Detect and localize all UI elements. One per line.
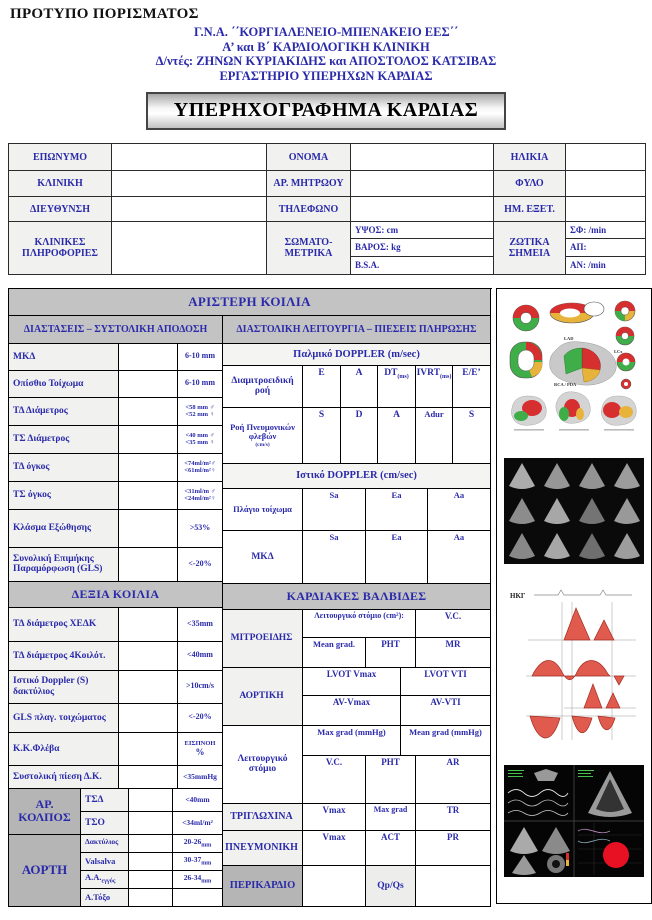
rv-4ch-input[interactable] <box>119 642 178 671</box>
la-tsd-label: ΤΣΔ <box>81 789 129 812</box>
tricuspid-maxgrad-cell[interactable]: Max grad <box>366 804 416 831</box>
lateral-sa-cell[interactable]: Sa <box>303 489 366 531</box>
edv-norm: <74ml/m²♂ <61ml/m²♀ <box>178 454 223 482</box>
rv-4ch-label: ΤΔ διάμετρος 4Κοιλότ. <box>9 642 119 671</box>
rv-4ch-norm: <40mm <box>178 642 223 671</box>
edd-label: ΤΔ Διάμετρος <box>9 398 119 426</box>
document-template-title: ΠΡΟΤΥΠΟ ΠΟΡΙΣΜΑΤΟΣ <box>10 6 199 22</box>
svg-text:ΗΚΓ: ΗΚΓ <box>510 591 526 600</box>
reference-images-panel <box>496 288 652 904</box>
orifice-maxgrad-cell[interactable]: Max grad (mmHg) <box>303 726 401 756</box>
mitral-mr-cell[interactable]: MR <box>416 638 491 668</box>
mitral-vc-cell[interactable]: V.C. <box>416 610 491 638</box>
aortic-valve-label: ΑΟΡΤΙΚΗ <box>223 668 303 726</box>
qp-qs-cell[interactable]: Qp/Qs <box>366 866 416 907</box>
av-vmax-cell[interactable]: AV-Vmax <box>303 696 401 726</box>
aorta-section-label: ΑΟΡΤΗ <box>9 835 81 907</box>
tricuspid-tr-cell[interactable]: TR <box>416 804 491 831</box>
rv-section-header: ΔΕΞΙΑ ΚΟΙΛΙΑ <box>9 582 223 608</box>
pv-s-cell[interactable]: S <box>303 408 341 464</box>
hospital-header <box>0 25 652 83</box>
aorta-annulus-label: Δακτύλιος <box>81 835 129 853</box>
pericardium-label: ΠΕΡΙΚΑΡΔΙΟ <box>223 866 303 907</box>
la-tso-input[interactable] <box>129 812 173 835</box>
pv-a-cell[interactable]: A <box>378 408 416 464</box>
report-title: ΥΠΕΡΗΧΟΓΡΑΦΗΜΑ ΚΑΡΔΙΑΣ <box>146 92 506 130</box>
septal-aa-cell[interactable]: Aa <box>428 531 491 584</box>
aorta-arch-norm <box>173 889 223 907</box>
rvsp-norm: <35mmHg <box>178 766 223 789</box>
tricuspid-label: ΤΡΙΓΛΩΧΙΝΑ <box>223 804 303 831</box>
rv-gls-label: GLS πλαγ. τοιχώματος <box>9 704 119 733</box>
ivc-norm: ΕΙΣΠΝΟΗ % <box>178 733 223 766</box>
mitral-inflow-label: Διαμιτροειδική ροή <box>223 366 303 408</box>
orifice-meangrad-cell[interactable]: Mean grad (mmHg) <box>401 726 491 756</box>
surname-label: ΕΠΩΝΥΜΟ <box>9 144 112 171</box>
ef-label: Κλάσμα Εξώθησης <box>9 510 119 548</box>
gls-norm: <-20% <box>178 548 223 582</box>
coronary-territories-image <box>504 296 644 434</box>
aorta-valsalva-input[interactable] <box>129 853 173 871</box>
pv-adur-cell[interactable]: Adur <box>416 408 453 464</box>
mkd-label: ΜΚΔ <box>9 344 119 371</box>
weight-field[interactable]: ΒΑΡΟΣ: kg <box>351 239 493 256</box>
aorta-proximal-label: $A.A._{\varepsilon\gamma\gamma ύ\varsigma}$ <box>81 871 129 889</box>
phone-label: ΤΗΛΕΦΩΝΟ <box>267 197 351 222</box>
rvsp-label: Συστολική πίεση Δ.Κ. <box>9 766 119 789</box>
resp-rate-field[interactable]: ΑΝ: /min <box>570 260 606 271</box>
valves-section-header: ΚΑΡΔΙΑΚΕΣ ΒΑΛΒΙΔΕΣ <box>223 584 491 610</box>
address-label: ΔΙΕΥΘΥΝΣΗ <box>9 197 112 222</box>
pv-d-cell[interactable]: D <box>341 408 378 464</box>
patient-info-table <box>8 143 646 275</box>
tricuspid-vmax-cell[interactable]: Vmax <box>303 804 366 831</box>
clinical-info-input[interactable] <box>112 222 267 275</box>
pv-s2-cell[interactable]: S <box>453 408 491 464</box>
esd-input[interactable] <box>119 426 178 454</box>
age-label: ΗΛΙΚΙΑ <box>494 144 566 171</box>
exam-date-label: ΗΜ. ΕΞΕΤ. <box>494 197 566 222</box>
ivc-input[interactable] <box>119 733 178 766</box>
aorta-valsalva-label: Valsalva <box>81 853 129 871</box>
rv-gls-input[interactable] <box>119 704 178 733</box>
pulmonic-vmax-cell[interactable]: Vmax <box>303 831 366 866</box>
aorta-arch-label: Α.Τόξο <box>81 889 129 907</box>
registry-label: ΑΡ. ΜΗΤΡΩΟΥ <box>267 171 351 197</box>
septal-label: ΜΚΔ <box>223 531 303 584</box>
tissue-doppler-header: Ιστικό DOPPLER (cm/sec) <box>223 464 491 489</box>
esv-norm: <31ml/m ♂ <24ml/m²♀ <box>178 482 223 510</box>
directors-line: Δ/ντές: ΖΗΝΩΝ ΚΥΡΙΑΚΙΔΗΣ και ΑΠΟΣΤΟΛΟΣ ΚΑΤΣΙΒΑΣ <box>155 54 497 68</box>
ivc-label: Κ.Κ.Φλέβα <box>9 733 119 766</box>
aorta-arch-input[interactable] <box>129 889 173 907</box>
address-input[interactable] <box>112 197 267 222</box>
pulmonic-act-cell[interactable]: ACT <box>366 831 416 866</box>
pulm-veins-label: Ροή Πνευμονικών φλεβών (cm/s) <box>223 408 303 464</box>
mitral-a-cell[interactable]: A <box>341 366 378 408</box>
esd-label: ΤΣ Διάμετρος <box>9 426 119 454</box>
edv-input[interactable] <box>119 454 178 482</box>
mitral-dt-cell[interactable]: $DT_{(ms)}$ <box>378 366 416 408</box>
la-tsd-input[interactable] <box>129 789 173 812</box>
mitral-pht-cell[interactable]: PHT <box>366 638 416 668</box>
lab-name: ΕΡΓΑΣΤΗΡΙΟ ΥΠΕΡΗΧΩΝ ΚΑΡΔΙΑΣ <box>219 68 433 83</box>
septal-sa-cell[interactable]: Sa <box>303 531 366 584</box>
registry-input[interactable] <box>351 171 494 197</box>
rv-rvot-norm: <35mm <box>178 608 223 642</box>
esv-input[interactable] <box>119 482 178 510</box>
posterior-wall-input[interactable] <box>119 371 178 398</box>
clinic-input[interactable] <box>112 171 267 197</box>
mitral-valve-label: ΜΙΤΡΟΕΙΔΗΣ <box>223 610 303 668</box>
lvot-vmax-cell[interactable]: LVOT Vmax <box>303 668 401 696</box>
ef-input[interactable] <box>119 510 178 548</box>
name-label: ΟΝΟΜΑ <box>267 144 351 171</box>
phone-input[interactable] <box>351 197 494 222</box>
orifice-ar-cell[interactable]: AR <box>416 756 491 804</box>
mitral-ivrt-cell[interactable]: $IVRT_{(ms)}$ <box>416 366 453 408</box>
mitral-orifice-cell[interactable]: Λειτουργικό στόμιο (cm²): <box>303 610 416 638</box>
somatometrics-cell <box>351 222 494 275</box>
aorta-valsalva-norm: $30-37_{mm}$ <box>173 853 223 871</box>
posterior-wall-label: Οπίσθιο Τοίχωμα <box>9 371 119 398</box>
lv-section-header: ΑΡΙΣΤΕΡΗ ΚΟΙΛΙΑ <box>9 289 491 316</box>
echo-quad-screen-image <box>504 765 644 877</box>
svg-text:LCx: LCx <box>614 348 623 354</box>
clinical-tables <box>8 288 492 907</box>
svg-text:LAD: LAD <box>564 335 574 341</box>
sex-label: ΦΥΛΟ <box>494 171 566 197</box>
bsa-field[interactable]: B.S.A. <box>355 260 380 271</box>
ef-norm: >53% <box>178 510 223 548</box>
mitral-ee-cell[interactable]: E/E’ <box>453 366 491 408</box>
rv-tdi-norm: >10cm/s <box>178 671 223 704</box>
mkd-norm: 6-10 mm <box>178 344 223 371</box>
vitals-label: ΖΩΤΙΚΑ ΣΗΜΕΙΑ <box>494 222 566 275</box>
rv-tdi-input[interactable] <box>119 671 178 704</box>
edv-label: ΤΔ όγκος <box>9 454 119 482</box>
vitals-cell <box>566 222 646 275</box>
rv-tdi-label: Ιστικό Doppler (S) δακτύλιος <box>9 671 119 704</box>
left-column <box>9 316 223 907</box>
pericardium-input-2[interactable] <box>416 866 491 907</box>
blood-pressure-field[interactable]: ΑΠ: <box>566 239 645 256</box>
lateral-wall-label: Πλάγιο τοίχωμα <box>223 489 303 531</box>
pulmonic-pr-cell[interactable]: PR <box>416 831 491 866</box>
sex-input[interactable] <box>566 171 646 197</box>
pulsed-doppler-header: Παλμικό DOPPLER (m/sec) <box>223 344 491 366</box>
esv-label: ΤΣ όγκος <box>9 482 119 510</box>
hospital-name: Γ.Ν.Α. ΄΄ΚΟΡΓΙΑΛΕΝΕΙΟ-ΜΠΕΝΑΚΕΙΟ ΕΕΣ΄΄ <box>194 25 458 39</box>
pulmonic-label: ΠΝΕΥΜΟΝΙΚΗ <box>223 831 303 866</box>
edd-input[interactable] <box>119 398 178 426</box>
rv-rvot-input[interactable] <box>119 608 178 642</box>
mitral-e-cell[interactable]: E <box>303 366 341 408</box>
diastolic-header: ΔΙΑΣΤΟΛΙΚΗ ΛΕΙΤΟΥΡΓΙΑ – ΠΙΕΣΕΙΣ ΠΛΗΡΩΣΗΣ <box>223 316 491 344</box>
somatometrics-label: ΣΩΜΑΤΟ-ΜΕΤΡΙΚΑ <box>267 222 351 275</box>
mkd-input[interactable] <box>119 344 178 371</box>
la-tso-label: ΤΣΟ <box>81 812 129 835</box>
name-input[interactable] <box>351 144 494 171</box>
rv-gls-norm: <-20% <box>178 704 223 733</box>
heart-rate-field[interactable]: ΣΦ: /min <box>566 222 645 239</box>
av-vti-cell[interactable]: AV-VTI <box>401 696 491 726</box>
la-tso-norm: <34ml/m² <box>173 812 223 835</box>
aorta-proximal-norm: $26-34_{mm}$ <box>173 871 223 889</box>
lateral-ea-cell[interactable]: Ea <box>366 489 428 531</box>
functional-orifice-label: Λειτουργικό στόμιο <box>223 726 303 804</box>
surname-input[interactable] <box>112 144 267 171</box>
rvsp-input[interactable] <box>119 766 178 789</box>
aorta-annulus-norm: $20-26_{mm}$ <box>173 835 223 853</box>
echo-views-grid-image <box>504 458 644 564</box>
orifice-vc-cell[interactable]: V.C. <box>303 756 366 804</box>
gls-input[interactable] <box>119 548 178 582</box>
posterior-wall-norm: 6-10 mm <box>178 371 223 398</box>
pericardium-input[interactable] <box>303 866 366 907</box>
lateral-aa-cell[interactable]: Aa <box>428 489 491 531</box>
orifice-pht-cell[interactable]: PHT <box>366 756 416 804</box>
la-section-label: ΑΡ. ΚΟΛΠΟΣ <box>9 789 81 835</box>
age-input[interactable] <box>566 144 646 171</box>
right-column <box>223 316 491 907</box>
edd-norm: <58 mm ♂ <52 mm ♀ <box>178 398 223 426</box>
rv-rvot-label: ΤΔ διάμετρος ΧΕΔΚ <box>9 608 119 642</box>
exam-date-input[interactable] <box>566 197 646 222</box>
aorta-proximal-input[interactable] <box>129 871 173 889</box>
doppler-schematic-image <box>504 582 644 750</box>
lvot-vti-cell[interactable]: LVOT VTI <box>401 668 491 696</box>
septal-ea-cell[interactable]: Ea <box>366 531 428 584</box>
clinic-name: Α’ και Β΄ ΚΑΡΔΙΟΛΟΓΙΚΗ ΚΛΙΝΙΚΗ <box>222 39 430 54</box>
mitral-meangrad-cell[interactable]: Mean grad. <box>303 638 366 668</box>
esd-norm: <40 mm ♂ <35 mm ♀ <box>178 426 223 454</box>
clinical-info-label: ΚΛΙΝΙΚΕΣ ΠΛΗΡΟΦΟΡΙΕΣ <box>9 222 112 275</box>
aorta-annulus-input[interactable] <box>129 835 173 853</box>
gls-label: Συνολική Επιμήκης Παραμόρφωση (GLS) <box>9 548 119 582</box>
clinic-label: ΚΛΙΝΙΚΗ <box>9 171 112 197</box>
height-field[interactable]: ΥΨΟΣ: cm <box>351 222 493 239</box>
svg-text:RCA / PDA: RCA / PDA <box>554 381 577 387</box>
la-tsd-norm: <40mm <box>173 789 223 812</box>
lv-dimensions-header: ΔΙΑΣΤΑΣΕΙΣ – ΣΥΣΤΟΛΙΚΗ ΑΠΟΔΟΣΗ <box>9 316 223 344</box>
